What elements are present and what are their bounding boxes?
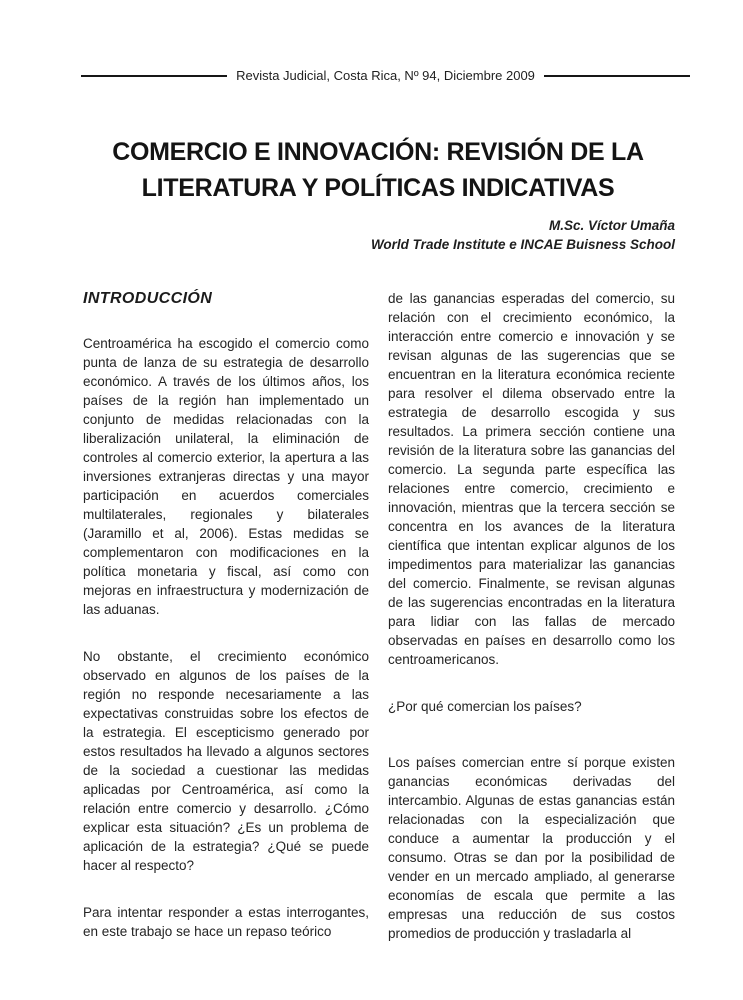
article-title-line-1: COMERCIO E INNOVACIÓN: REVISIÓN DE LA [112, 137, 644, 166]
column-left [83, 289, 369, 943]
paragraph-right-2: Los países comercian entre sí porque existen ganancias económicas derivadas del intercambio. Algunas de estas ganancias están relacionadas con la especialización que conduce a aumentar la producción y el consumo. Otras se dan por la posibilidad de vender en un mercado ampliado, al generarse economías de escala que permite a las empresas una reducción de sus costos promedios de producción y trasladarla al [388, 755, 675, 941]
author-name: M.Sc. Víctor Umaña [548, 218, 675, 233]
article-title [42, 134, 714, 206]
author-affiliation: World Trade Institute e INCAE Buisness School [370, 237, 675, 252]
paragraph-left-1: Centroamérica ha escogido el comercio como punta de lanza de su estrategia de desarrollo económico. A través de los últimos años, los países de la región han implementado un conjunto de medidas relacionadas con la liberalización unilateral, la eliminación de controles al comercio exterior, la apertura a las inversiones extranjeras directas y una mayor participación en acuerdos comerciales multilaterales, regionales y bilaterales (Jaramillo et al, 2006). Estas medidas se complementaron con modificaciones en la política monetaria y fiscal, así como con mejoras en infraestructura y modernización de las aduanas. [83, 336, 369, 617]
section-heading-introduccion: INTRODUCCIÓN [83, 290, 213, 307]
article-body [83, 289, 675, 943]
paragraph-right-continuation: de las ganancias esperadas del comercio, su relación con el crecimiento económico, la interacción entre comercio e innovación y se revisan algunas de las sugerencias que se encuentran en la literatura económica reciente para resolver el dilema observado entre la estrategia de desarrollo escogida y sus resultados. La primera sección contiene una revisión de la literatura sobre las ganancias del comercio. La segunda parte específica las relaciones entre comercio, crecimiento e innovación, mientras que la tercera sección se concentra en los avances de la literatura científica que intentan explicar algunos de los impedimentos para materializar las ganancias del comercio. Finalmente, se revisan algunas de las sugerencias encontradas en la literatura para lidiar con las fallas de mercado observadas en países en desarrollo como los centroamericanos. [388, 291, 675, 667]
question-subheading: ¿Por qué comercian los países? [388, 699, 582, 714]
header-rule-right [544, 75, 690, 77]
journal-header-text: Revista Judicial, Costa Rica, Nº 94, Diciembre 2009 [236, 68, 535, 83]
paragraph-left-2: No obstante, el crecimiento económico observado en algunos de los países de la región no responde necesariamente a las expectativas construidas sobre los efectos de la estrategia. El escepticismo generado por estos resultados ha llevado a algunos sectores de la sociedad a cuestionar las medidas aplicadas por Centroamérica, así como la relación entre comercio y desarrollo. ¿Cómo explicar esta situación? ¿Es un problema de aplicación de la estrategia? ¿Qué se puede hacer al respecto? [83, 649, 369, 873]
column-right [388, 289, 675, 943]
header-rule-left [81, 75, 227, 77]
paragraph-left-3: Para intentar responder a estas interrogantes, en este trabajo se hace un repaso teórico [83, 905, 369, 939]
article-title-line-2: LITERATURA Y POLÍTICAS INDICATIVAS [141, 173, 615, 202]
byline [83, 216, 675, 254]
journal-header [81, 68, 690, 84]
